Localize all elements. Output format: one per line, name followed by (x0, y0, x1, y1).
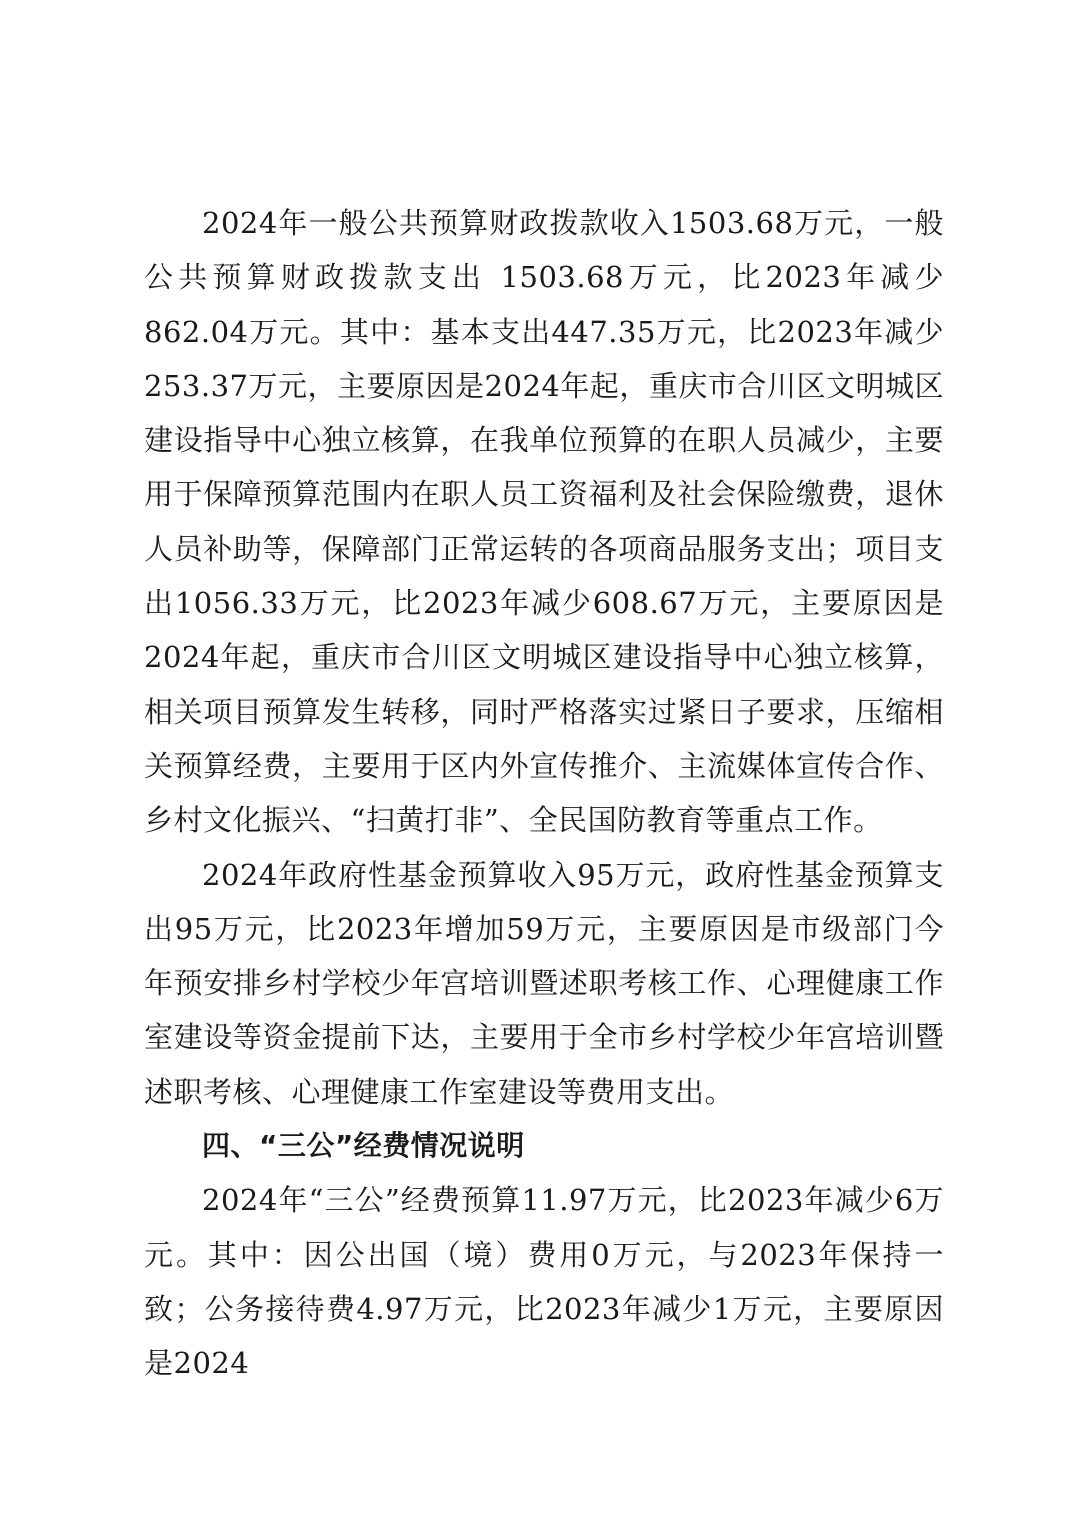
paragraph-fund-budget: 2024年政府性基金预算收入95万元，政府性基金预算支出95万元，比2023年增加59万元，主要原因是市级部门今年预安排乡村学校少年宫培训暨述职考核工作、心理健康工作室建设等资金提前下达，主要用于全市乡村学校少年宫培训暨述职考核、心理健康工作室建设等费用支出。 (144, 857, 944, 1109)
section-heading: 四、“三公”经费情况说明 (202, 1129, 525, 1163)
document-body (144, 196, 944, 1391)
paragraph-three-public-expenses: 2024年“三公”经费预算11.97万元，比2023年减少6万元。其中：因公出国（境）费用0万元，与2023年保持一致；公务接待费4.97万元，比2023年减少1万元，主要原因是2024 (144, 1183, 944, 1381)
paragraph-general-budget: 2024年一般公共预算财政拨款收入1503.68万元，一般公共预算财政拨款支出 1503.68万元，比2023年减少862.04万元。其中：基本支出447.35万元，比2023年减少253.37万元，主要原因是2024年起，重庆市合川区文明城区建设指导中心独立核算，在我单位预算的在职人员减少，主要用于保障预算范围内在职人员工资福利及社会保险缴费，退休人员补助等，保障部门正常运转的各项商品服务支出；项目支出1056.33万元，比2023年减少608.67万元，主要原因是2024年起，重庆市合川区文明城区建设指导中心独立核算，相关项目预算发生转移，同时严格落实过紧日子要求，压缩相关预算经费，主要用于区内外宣传推介、主流媒体宣传合作、乡村文化振兴、“扫黄打非”、全民国防教育等重点工作。 (144, 206, 944, 838)
